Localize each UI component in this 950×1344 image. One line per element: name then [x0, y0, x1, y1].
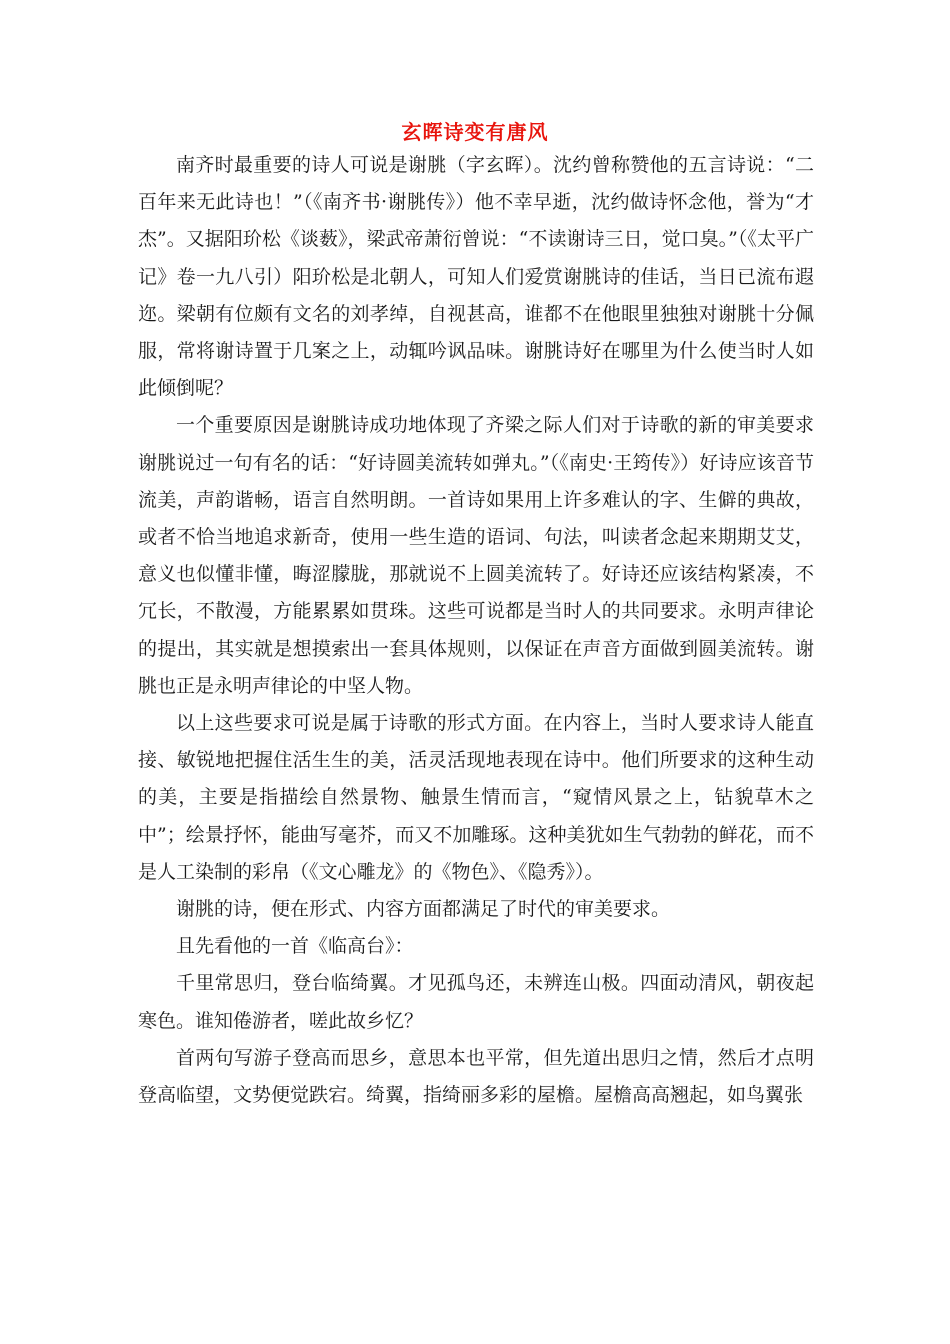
document-title: 玄晖诗变有唐风 — [401, 120, 549, 144]
paragraph: 首两句写游子登高而思乡，意思本也平常，但先道出思归之情，然后才点明登高临望，文势便觉跌宕。绮翼，指绮丽多彩的屋檐。屋檐高高翘起，如鸟翼张 — [138, 1046, 814, 1107]
paragraph: 且先看他的一首《临高台》： — [176, 935, 414, 958]
paragraph: 以上这些要求可说是属于诗歌的形式方面。在内容上，当时人要求诗人能直接、敏锐地把握住活生生的美，活灵活现地表现在诗中。他们所要求的这种生动的美，主要是指描绘自然景物、触景生情而言，“窥情风景之上，钻貌草木之中”；绘景抒怀，能曲写毫芥，而又不加雕琢。这种美犹如生气勃勃的鲜花，而不是人工染制的彩帛（《文心雕龙》的《物色》、《隐秀》）。 — [138, 712, 814, 883]
paragraph: 谢朓的诗，便在形式、内容方面都满足了时代的审美要求。 — [176, 898, 671, 921]
paragraph: 南齐时最重要的诗人可说是谢朓（字玄晖）。沈约曾称赞他的五言诗说：“二百年来无此诗也！”（《南齐书·谢朓传》）他不幸早逝，沈约做诗怀念他，誉为“才杰”。又据阳玠松《谈薮》，梁武帝萧衍曾说：“不读谢诗三日，觉口臭。”（《太平广记》卷一九八引）阳玠松是北朝人，可知人们爱赏谢朓诗的佳话，当日已流布遐迩。梁朝有位颇有文名的刘孝绰，自视甚高，谁都不在他眼里独独对谢朓十分佩服，常将谢诗置于几案之上，动辄吟讽品味。谢朓诗好在哪里为什么使当时人如此倾倒呢？ — [138, 154, 814, 400]
paragraph: 一个重要原因是谢朓诗成功地体现了齐梁之际人们对于诗歌的新的审美要求谢朓说过一句有名的话：“好诗圆美流转如弹丸。”（《南史·王筠传》）好诗应该音节流美，声韵谐畅，语言自然明朗。一首诗如果用上许多难认的字、生僻的典故，或者不恰当地追求新奇，使用一些生造的语词、句法，叫读者念起来期期艾艾，意义也似懂非懂，晦涩朦胧，那就说不上圆美流转了。好诗还应该结构紧凑，不冗长，不散漫，方能累累如贯珠。这些可说都是当时人的共同要求。永明声律论的提出，其实就是想摸索出一套具体规则，以保证在声音方面做到圆美流转。谢朓也正是永明声律论的中坚人物。 — [138, 414, 814, 697]
document-body — [138, 147, 814, 1114]
poem-paragraph: 千里常思归，登台临绮翼。才见孤鸟还，未辨连山极。四面动清风，朝夜起寒色。谁知倦游者，嗟此故乡忆？ — [138, 972, 814, 1032]
